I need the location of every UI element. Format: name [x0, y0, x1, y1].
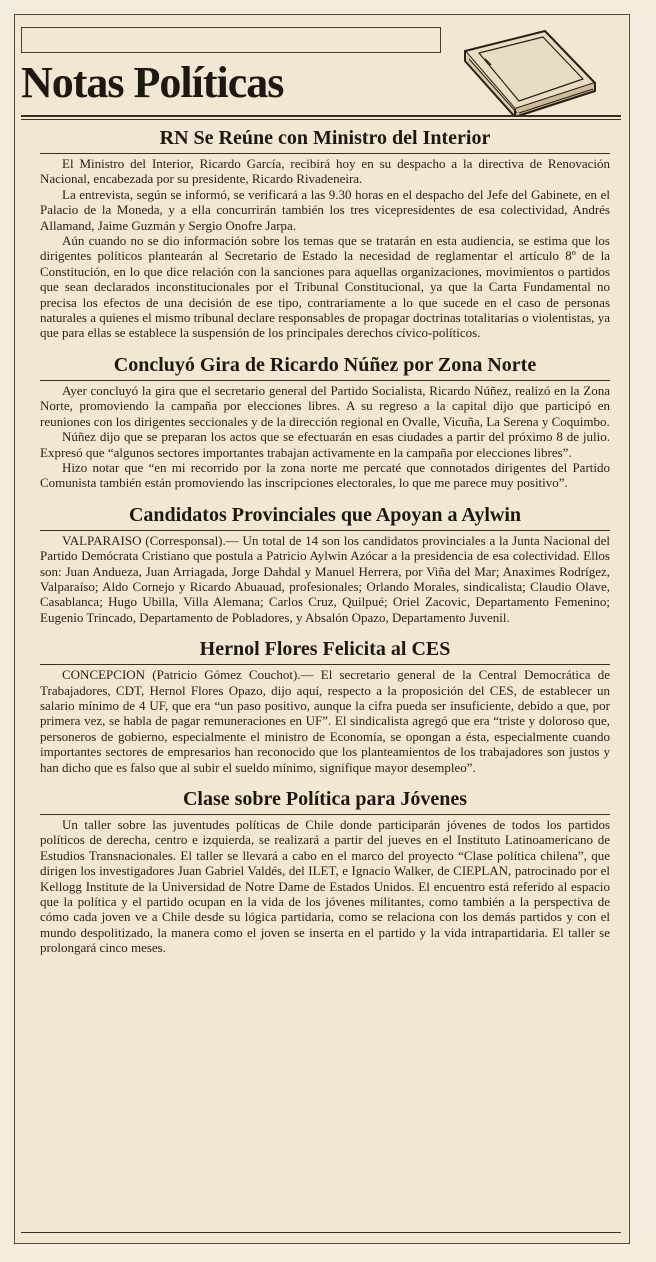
article-paragraph: Núñez dijo que se preparan los actos que se efectuarán en esas ciudades a partir del próximo 8 de julio. Expresó que “algunos sectores importantes trabajan activamente en la campaña por elecciones libres”.: [40, 429, 610, 460]
section-title: Notas Políticas: [21, 58, 284, 107]
article-rn-ministro: [40, 122, 610, 341]
article-paragraph: Ayer concluyó la gira que el secretario general del Partido Socialista, Ricardo Núñez, realizó en la Zona Norte, promoviendo la campaña por elecciones libres. A su regreso a la capital dijo que participó en reuniones con los dirigentes seccionales y de la dirección regional en Ovalle, Vicuña, La Serena y Coquimbo.: [40, 382, 610, 429]
article-body: [40, 667, 610, 775]
article-headline: Candidatos Provinciales que Apoyan a Aylwin: [40, 499, 610, 531]
article-paragraph: CONCEPCION (Patricio Gómez Couchot).— El secretario general de la Central Democrática de Trabajadores, CDT, Hernol Flores Opazo, dijo aquí, respecto a la proposición del CES, de establecer un salario mínimo de 4 UF, que era “un paso positivo, aunque la cifra pueda ser insuficiente, debido a que, por primera vez, se habla de pagar remuneraciones en UF”. El sindicalista agregó que era “triste y doloroso que, personeros de gobierno, especialmente el ministro de Economía, se opongan a ésta, especialmente cuando importantes sectores de empresarios han reconocido que los planteamientos de los trabajadores son justos y han dicho que es falso que al subir el sueldo mínimo, signifique mayor desempleo”.: [40, 667, 610, 775]
article-paragraph: La entrevista, según se informó, se verificará a las 9.30 horas en el despacho del Jefe del Gabinete, en el Palacio de la Moneda, y a ella concurrirán también los tres vicepresidentes de esa colectividad, Andrés Allamand, Jaime Guzmán y Sergio Onofre Jarpa.: [40, 186, 610, 233]
article-body: [40, 383, 610, 491]
article-paragraph: El Ministro del Interior, Ricardo García, recibirá hoy en su despacho a la directiva de Renovación Nacional, encabezada por su presidente, Ricardo Rivadeneira.: [40, 156, 610, 187]
article-body: [40, 533, 610, 625]
article-body: [40, 156, 610, 341]
article-paragraph: Un taller sobre las juventudes políticas de Chile donde participarán jóvenes de todos los partidos políticos de derecha, centro e izquierda, se realizará a partir del jueves en el Instituto Latinoamericano de Estudios Transnacionales. El taller se llevará a cabo en el marco del proyecto “Clase política chilena”, que dirigen los investigadores Juan Gabriel Valdés, del ILET, e Ignacio Walker, de CIEPLAN, patrocinado por el Kellogg Institute de la Universidad de Notre Dame de Estados Unidos. El encuentro está referido al espacio que la política y el partido ocupan en la vida de los jóvenes militantes, como también a la perspectiva de cómo cada joven ve a Chile desde su lógica partidaria, como se relaciona con los demás partidos y con el mundo despolitizado, la manera como el joven se inserta en el partido y la vida intrapartidaria. El taller se prolongará cinco meses.: [40, 817, 610, 956]
article-headline: Hernol Flores Felicita al CES: [40, 633, 610, 665]
article-hernol-flores: [40, 633, 610, 775]
article-body: [40, 817, 610, 956]
article-headline: RN Se Reúne con Ministro del Interior: [40, 122, 610, 154]
article-paragraph: Hizo notar que “en mi recorrido por la zona norte me percaté que connotados dirigentes del Partido Comunista también están promoviendo las inscripciones electorales, lo que me parece muy positivo”.: [40, 459, 610, 491]
masthead-rule-thin: [21, 119, 621, 120]
article-clase-jovenes: [40, 783, 610, 956]
articles-column: [40, 122, 610, 964]
bottom-rule: [21, 1232, 621, 1233]
article-paragraph: VALPARAISO (Corresponsal).— Un total de 14 son los candidatos provinciales a la Junta Nacional del Partido Demócrata Cristiano que postula a Patricio Aylwin Azócar a la presidencia de esa colectividad. Ellos son: Juan Andueza, Juan Arriagada, Jorge Dahdal y Manuel Herrera, por Viña del Mar; Anaximes Rodrígez, Valparaíso; Aldo Cornejo y Ricardo Abuauad, profesionales; Orlando Morales, sindicalista; Claudio Olave, Casablanca; Hugo Ubilla, Villa Alemana; Carlos Cruz, Quilpué; Oriel Zacovic, Departamento Femenino; Eugenio Trincado, Departamento de Pobladores, y Absalón Opazo, Departamento Juvenil.: [40, 532, 610, 625]
article-gira-nunez: [40, 349, 610, 491]
masthead-frame: [21, 27, 441, 53]
masthead-rule: [21, 115, 621, 117]
article-candidatos-aylwin: [40, 499, 610, 625]
article-headline: Concluyó Gira de Ricardo Núñez por Zona Norte: [40, 349, 610, 381]
article-paragraph: Aún cuando no se dio información sobre los temas que se tratarán en esta audiencia, se estima que los dirigentes políticos plantearán al Secretario de Estado la necesidad de reglamentar el artículo 8º de la Constitución, en lo que dice relación con la sanciones para aquellas organizaciones, movimientos o partidos que sean declarados inconstitucionales por el Tribunal Constitucional, ya que la Carta Fundamental no precisa los efectos de una decisión de ese tipo, contrariamente a lo que sucede en el caso de personas naturales a quienes el mismo tribunal declare responsables de propagar doctrinas totalitarias o violentistas, ya que para ellas se establece la suspensión de los principales derechos cívico-políticos.: [40, 233, 610, 341]
article-headline: Clase sobre Política para Jóvenes: [40, 783, 610, 815]
open-book-icon: [445, 21, 605, 117]
